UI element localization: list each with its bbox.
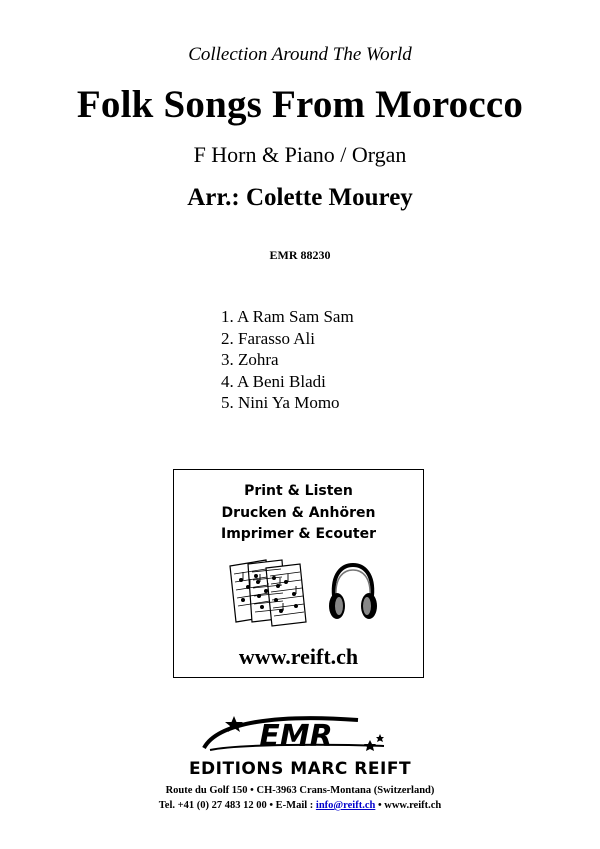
- email-link[interactable]: info@reift.ch: [315, 800, 376, 811]
- promo-line-french: Imprimer & Ecouter: [220, 526, 376, 542]
- emr-logo-text: EMR: [259, 719, 333, 754]
- list-item: 5. Nini Ya Momo: [221, 393, 340, 413]
- publisher-name: EDITIONS MARC REIFT: [188, 759, 412, 779]
- promo-line-english: Print & Listen: [244, 483, 353, 499]
- headphones-icon: [328, 562, 378, 622]
- sheet-music-icon: [226, 556, 308, 628]
- track-list: [221, 306, 354, 414]
- publisher-contact: [0, 800, 600, 811]
- contact-website: • www.reift.ch: [375, 800, 442, 811]
- publisher-address: Route du Golf 150 • CH-3963 Crans-Montana (Switzerland): [165, 785, 435, 796]
- website-link[interactable]: www.reift.ch: [238, 644, 359, 669]
- emr-logo: [198, 714, 388, 756]
- list-item: 1. A Ram Sam Sam: [221, 307, 354, 326]
- print-listen-box: [173, 469, 424, 678]
- promo-line-german: Drucken & Anhören: [221, 505, 376, 521]
- list-item: 4. A Beni Bladi: [221, 371, 326, 391]
- page-title: Folk Songs From Morocco: [76, 83, 524, 126]
- catalog-code: EMR 88230: [269, 248, 331, 262]
- series-title: Collection Around The World: [188, 44, 412, 65]
- list-item: 2. Farasso Ali: [221, 328, 315, 348]
- contact-phone: Tel. +41 (0) 27 483 12 00 • E-Mail :: [158, 800, 316, 811]
- arranger: Arr.: Colette Mourey: [187, 184, 413, 211]
- instrumentation: F Horn & Piano / Organ: [193, 142, 407, 167]
- list-item: 3. Zohra: [221, 350, 279, 370]
